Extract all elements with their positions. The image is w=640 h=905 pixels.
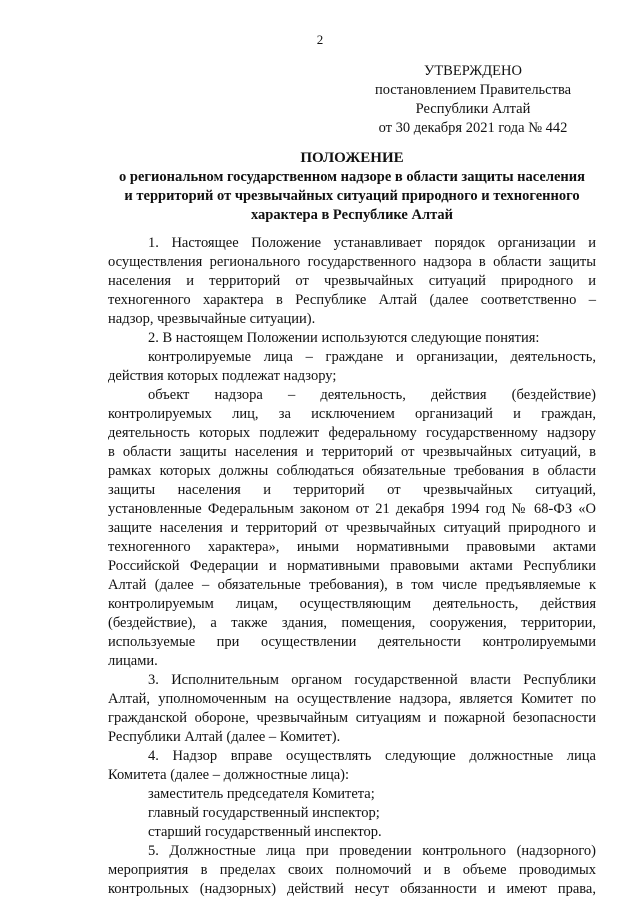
body-line: 2. В настоящем Положении используются следующие понятия: <box>148 330 540 346</box>
body-line: в области защиты населения и территорий от чрезвычайных ситуаций, в <box>108 444 596 460</box>
body-line: старший государственный инспектор. <box>148 824 382 840</box>
body-line: контрольных (надзорных) действий несут обязанности и имеют права, <box>108 881 596 897</box>
body-line: Алтай (далее – обязательные требования), в том числе предъявляемые к <box>108 577 596 593</box>
title-line: и территорий от чрезвычайных ситуаций природного и техногенного <box>124 188 580 204</box>
body-line: рамках которых должны соблюдаться обязательные требования в области <box>108 463 596 479</box>
body-line: действия которых подлежат надзору; <box>108 368 337 384</box>
body-line: осуществления регионального государственного надзора в области защиты <box>108 254 596 270</box>
body-line: заместитель председателя Комитета; <box>148 786 375 802</box>
title-line: о региональном государственном надзоре в области защиты населения <box>119 169 585 185</box>
body-line: 3. Исполнительным органом государственной власти Республики <box>148 672 596 688</box>
body-line: 1. Настоящее Положение устанавливает порядок организации и <box>148 235 596 251</box>
body-line: (бездействие), а также здания, помещения, сооружения, территории, <box>108 615 596 631</box>
document-title <box>104 149 600 225</box>
title-heading: ПОЛОЖЕНИЕ <box>300 150 404 166</box>
body-line: населения и территорий от чрезвычайных ситуаций природного и <box>108 273 596 289</box>
body-line: объект надзора – деятельность, действия (бездействие) <box>148 387 596 403</box>
title-line: характера в Республике Алтай <box>250 207 453 223</box>
body-line: деятельность которых подлежит федеральному государственному надзору <box>108 425 596 441</box>
body-line: защиты населения и территорий от чрезвычайных ситуаций, <box>108 482 596 498</box>
body-line: Алтай, уполномоченным на осуществление надзора, является Комитет по <box>108 691 596 707</box>
approval-line: от 30 декабря 2021 года № 442 <box>378 120 568 136</box>
body-line: Комитета (далее – должностные лица): <box>108 767 350 783</box>
body-line: техногенного характера», иными нормативными правовыми актами <box>108 539 596 555</box>
approval-line: постановлением Правительства <box>374 82 572 98</box>
body-line: Российской Федерации и нормативными правовыми актами Республики <box>108 558 596 574</box>
body-line: главный государственный инспектор; <box>148 805 380 821</box>
body-line: мероприятия в пределах своих полномочий и в объеме проводимых <box>108 862 596 878</box>
document-body <box>108 234 596 899</box>
approval-block <box>358 62 588 138</box>
approval-line: Республики Алтай <box>415 101 531 117</box>
body-line: гражданской обороне, чрезвычайным ситуациям и пожарной безопасности <box>108 710 596 726</box>
body-line: контролируемых лиц, за исключением организаций и граждан, <box>108 406 596 422</box>
page-number: 2 <box>316 32 324 47</box>
body-line: надзор, чрезвычайные ситуации). <box>108 311 316 327</box>
body-line: контролируемые лица – граждане и организации, деятельность, <box>148 349 596 365</box>
approval-line: УТВЕРЖДЕНО <box>424 63 522 79</box>
body-line: контролируемым лицам, осуществляющим деятельность, действия <box>108 596 596 612</box>
body-line: Республики Алтай (далее – Комитет). <box>108 729 341 745</box>
body-line: установленные Федеральным законом от 21 декабря 1994 год № 68-ФЗ «О <box>108 501 596 517</box>
body-line: лицами. <box>108 653 158 669</box>
body-line: используемые при осуществлении деятельности контролируемыми <box>108 634 596 650</box>
body-line: 5. Должностные лица при проведении контрольного (надзорного) <box>148 843 596 859</box>
body-line: техногенного характера в Республике Алтай (далее соответственно – <box>108 292 596 308</box>
body-line: 4. Надзор вправе осуществлять следующие должностные лица <box>148 748 596 764</box>
body-line: защите населения и территорий от чрезвычайных ситуаций природного и <box>108 520 596 536</box>
